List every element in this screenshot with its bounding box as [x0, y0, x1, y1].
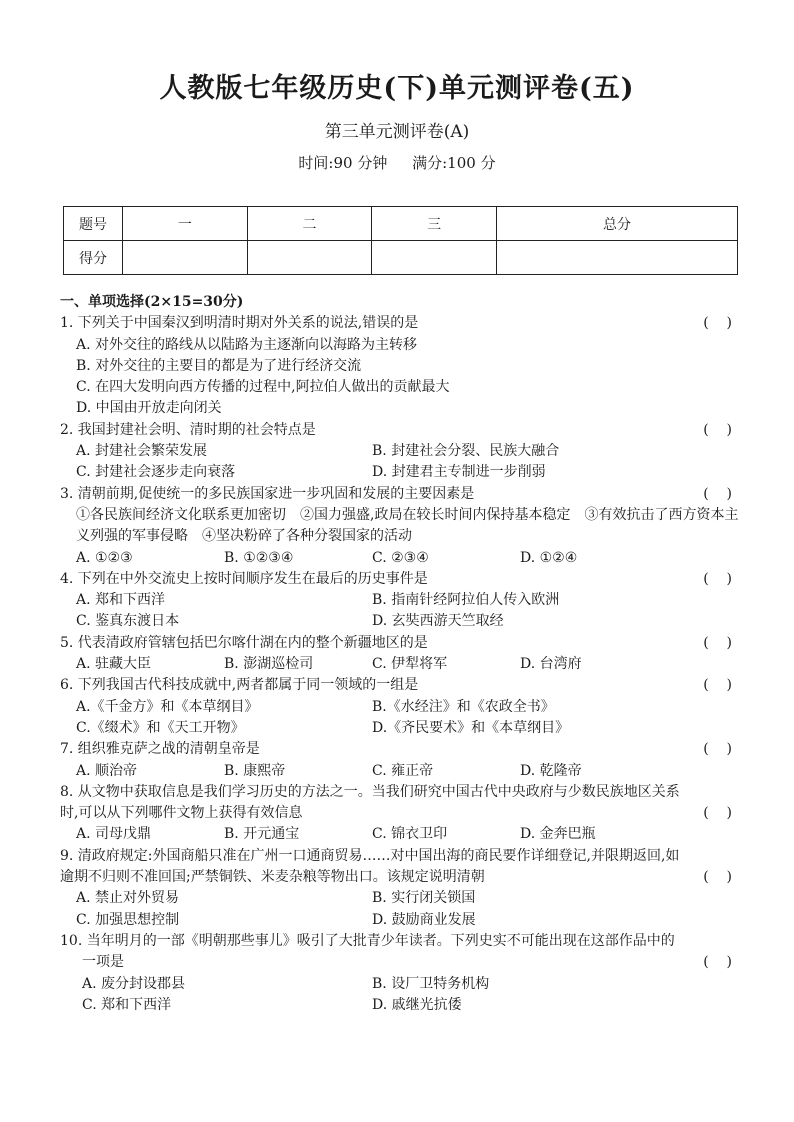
option-c[interactable]: C. 在四大发明向西方传播的过程中,阿拉伯人做出的贡献最大: [76, 379, 450, 396]
question-stem: 6. 下列我国古代科技成就中,两者都属于同一领域的一组是: [60, 677, 419, 694]
option-a[interactable]: A. 驻藏大臣: [76, 656, 152, 673]
option-d[interactable]: D. 戚继光抗倭: [372, 996, 462, 1013]
option-a[interactable]: A. 对外交往的路线从以陆路为主逐渐向以海路为主转移: [76, 336, 418, 353]
answer-bracket[interactable]: ( ): [703, 421, 732, 438]
options-row: [60, 995, 740, 1016]
page-title: 人教版七年级历史(下)单元测评卷(五): [159, 73, 635, 104]
option-a[interactable]: A. 司母戊鼎: [76, 826, 152, 843]
option-c[interactable]: C. 伊犁将军: [372, 656, 448, 673]
option-b[interactable]: B. 对外交往的主要目的都是为了进行经济交流: [76, 357, 362, 374]
options-row: [60, 824, 740, 845]
question-stem: 10. 当年明月的一部《明朝那些事儿》吸引了大批青少年读者。下列史实不可能出现在这部作品中的一项是: [60, 932, 675, 971]
score-table-header-label: 题号: [64, 207, 123, 241]
question-8: [60, 782, 740, 846]
option-c[interactable]: C. 加强思想控制: [76, 911, 180, 928]
score-cell-3[interactable]: [372, 241, 497, 275]
option-d[interactable]: D. ①②④: [520, 549, 578, 566]
question-stem: 3. 清朝前期,促使统一的多民族国家进一步巩固和发展的主要因素是: [60, 485, 475, 502]
option-c[interactable]: C. ②③④: [372, 549, 429, 566]
section-1: [60, 292, 740, 1016]
exam-time: 时间:90 分钟: [298, 154, 388, 172]
options-row: [60, 441, 740, 462]
answer-bracket[interactable]: ( ): [703, 805, 732, 822]
question-statements: ①各民族间经济文化联系更加密切 ②国力强盛,政局在较长时间内保持基本稳定 ③有效抗击了西方资本主义列强的军事侵略 ④坚决粉碎了各种分裂国家的活动: [76, 506, 739, 545]
options-row: [60, 910, 740, 931]
question-stem: 7. 组织雅克萨之战的清朝皇帝是: [60, 741, 260, 758]
option-b[interactable]: B. 开元通宝: [224, 826, 300, 843]
options-row: [60, 761, 740, 782]
option-b[interactable]: B. 封建社会分裂、民族大融合: [372, 443, 560, 460]
question-stem: 8. 从文物中获取信息是我们学习历史的方法之一。当我们研究中国古代中央政府与少数民族地区关系时,可以从下列哪件文物上获得有效信息: [60, 783, 680, 822]
option-b[interactable]: B. 设厂卫特务机构: [372, 975, 490, 992]
option-b[interactable]: B.《水经注》和《农政全书》: [372, 698, 555, 715]
option-d[interactable]: D. 中国由开放走向闭关: [76, 400, 222, 417]
question-2: [60, 420, 740, 484]
option-d[interactable]: D. 玄奘西游天竺取经: [372, 613, 504, 630]
option-a[interactable]: A. 禁止对外贸易: [76, 890, 180, 907]
question-stem: 2. 我国封建社会明、清时期的社会特点是: [60, 421, 316, 438]
question-5: [60, 633, 740, 676]
option-a[interactable]: A. ①②③: [76, 549, 133, 566]
answer-bracket[interactable]: ( ): [703, 485, 732, 502]
option-d[interactable]: D. 鼓励商业发展: [372, 911, 476, 928]
option-d[interactable]: D. 金奔巴瓶: [520, 826, 596, 843]
score-table-header-row: [64, 207, 738, 241]
option-a[interactable]: A. 封建社会繁荣发展: [76, 443, 208, 460]
option-c[interactable]: C. 郑和下西洋: [82, 996, 172, 1013]
question-7: [60, 739, 740, 782]
question-10: [60, 931, 740, 1016]
score-cell-total[interactable]: [496, 241, 737, 275]
score-table-header-1: 一: [123, 207, 248, 241]
option-b[interactable]: B. 实行闭关锁国: [372, 890, 476, 907]
answer-bracket[interactable]: ( ): [703, 570, 732, 587]
options-row: [60, 654, 740, 675]
option-d[interactable]: D. 台湾府: [520, 656, 582, 673]
options-row: [60, 888, 740, 909]
section-title: 一、单项选择(2×15=30分): [60, 294, 244, 310]
option-b[interactable]: B. 澎湖巡检司: [224, 656, 314, 673]
option-c[interactable]: C. 锦衣卫印: [372, 826, 448, 843]
options-row: [60, 548, 740, 569]
options-row: [60, 590, 740, 611]
option-d[interactable]: D.《齐民要术》和《本草纲目》: [372, 719, 570, 736]
question-9: [60, 846, 740, 931]
question-stem: 5. 代表清政府管辖包括巴尔喀什湖在内的整个新疆地区的是: [60, 634, 428, 651]
option-b[interactable]: B. 指南针经阿拉伯人传入欧洲: [372, 592, 560, 609]
options-row: [60, 718, 740, 739]
score-table-header-3: 三: [372, 207, 497, 241]
score-table-header-total: 总分: [496, 207, 737, 241]
question-stem: 9. 清政府规定:外国商船只准在广州一口通商贸易……对中国出海的商民要作详细登记,并限期返回,如逾期不归则不准回国;严禁铜铁、米麦杂粮等物出口。该规定说明清朝: [60, 847, 680, 886]
option-b[interactable]: B. ①②③④: [224, 549, 294, 566]
answer-bracket[interactable]: ( ): [703, 741, 732, 758]
options-row: [60, 974, 740, 995]
option-c[interactable]: C. 鉴真东渡日本: [76, 613, 180, 630]
exam-full-score: 满分:100 分: [412, 154, 496, 172]
score-table-score-label: 得分: [64, 241, 123, 275]
option-a[interactable]: A. 郑和下西洋: [76, 592, 166, 609]
answer-bracket[interactable]: ( ): [703, 677, 732, 694]
answer-bracket[interactable]: ( ): [703, 634, 732, 651]
option-a[interactable]: A. 废分封设郡县: [82, 975, 186, 992]
options-row: [60, 697, 740, 718]
answer-bracket[interactable]: ( ): [703, 954, 732, 971]
score-table-score-row: [64, 241, 738, 275]
page-subtitle: 第三单元测评卷(A): [324, 122, 470, 142]
question-4: [60, 569, 740, 633]
score-cell-1[interactable]: [123, 241, 248, 275]
option-d[interactable]: D. 封建君主专制进一步削弱: [372, 464, 546, 481]
score-table-header-2: 二: [247, 207, 372, 241]
answer-bracket[interactable]: ( ): [703, 869, 732, 886]
option-a[interactable]: A. 顺治帝: [76, 762, 138, 779]
exam-time-info: [0, 152, 794, 173]
question-3: [60, 484, 740, 569]
score-table: [63, 206, 738, 275]
question-stem: 4. 下列在中外交流史上按时间顺序发生在最后的历史事件是: [60, 570, 428, 587]
question-6: [60, 675, 740, 739]
option-c[interactable]: C. 雍正帝: [372, 762, 434, 779]
options-row: [60, 611, 740, 632]
option-b[interactable]: B. 康熙帝: [224, 762, 286, 779]
question-1: [60, 313, 740, 419]
option-a[interactable]: A.《千金方》和《本草纲目》: [76, 698, 259, 715]
question-stem: 1. 下列关于中国秦汉到明清时期对外关系的说法,错误的是: [60, 315, 419, 332]
option-d[interactable]: D. 乾隆帝: [520, 762, 582, 779]
option-c[interactable]: C. 封建社会逐步走向衰落: [76, 464, 236, 481]
options-row: [60, 462, 740, 483]
score-cell-2[interactable]: [247, 241, 372, 275]
option-c[interactable]: C.《缀术》和《天工开物》: [76, 719, 245, 736]
answer-bracket[interactable]: ( ): [703, 315, 732, 332]
